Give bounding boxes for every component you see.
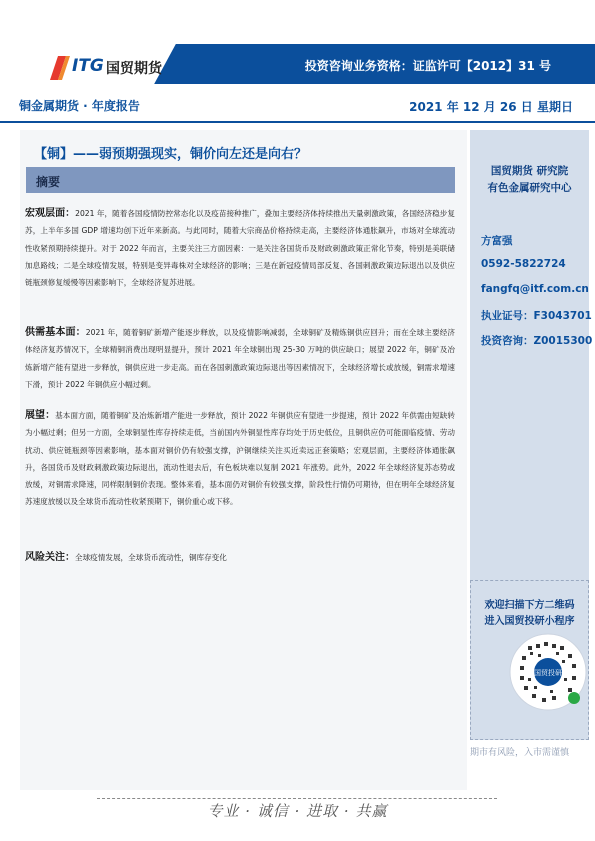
research-center: 有色金属研究中心 (487, 182, 572, 194)
section-supply-demand (25, 324, 455, 393)
footer-divider (97, 798, 497, 799)
abstract-label: 摘要 (36, 175, 61, 189)
report-type: 铜金属期货 · 年度报告 (19, 99, 140, 113)
license-text: 投资咨询业务资格：证监许可【2012】31 号 (304, 59, 551, 73)
section-text: 2021 年，随着各国疫情防控常态化以及疫苗接种推广，叠加主要经济体持续推出天量刺激政策，各国经济稳步复苏，上半年多国 GDP 增速均创下近年来新高。与此同时，随着大宗商品价格持续走高，主要经济体通胀飙升，市场对全球流动性收紧预期持续提升。对于 2022 年而言，主要关注三方面因素：一是关注各国货币及财政刺激政策正常化节奏，特别是美联储加息路线；二是全球疫情发展，特别是变异毒株对全球经济的影响；三是在新冠疫情局部反复、各国刺激政策边际退出以及供应链瓶颈修复缓慢等因素影响下，全球经济复苏进展。 (25, 209, 456, 288)
section-heading: 宏观层面： (25, 208, 76, 219)
analyst-phone: 0592-5822724 (481, 258, 566, 270)
section-text: 2021 年，随着铜矿新增产能逐步释放，以及疫情影响减弱，全球铜矿及精炼铜供应回升；而在全球主要经济体经济复苏情况下，全球精铜消费出现明显提升，预计 2021 年全球铜出现 25-30 万吨的供应缺口；展望 2022 年，铜矿及冶炼新增产能有望进一步释放，铜供应进一步走高。而在各国刺激政策边际退出等因素情况下，全球经济增长或放缓，铜需求增速下滑，预计 2022 年铜供应小幅过剩。 (25, 328, 456, 389)
license-number: 执业证号：F3043701 (481, 310, 592, 322)
page-title: 【铜】——弱预期强现实，铜价向左还是向右？ (34, 147, 308, 162)
risk-note: 期市有风险，入市需谨慎 (470, 748, 570, 758)
consult-number: 投资咨询：Z0015300 (481, 335, 593, 347)
header-divider (0, 121, 595, 123)
qr-caption-2: 进入国贸投研小程序 (484, 616, 575, 627)
section-macro (25, 205, 455, 291)
section-text: 全球疫情发展，全球货币流动性，铜库存变化 (75, 553, 227, 562)
section-outlook (25, 407, 455, 511)
analyst-email[interactable]: fangfq@itf.com.cn (481, 283, 589, 295)
logo-company-name: 国贸期货 (106, 61, 162, 77)
qr-center-label: 国贸投研 (534, 669, 562, 677)
section-text: 基本面方面，随着铜矿及冶炼新增产能进一步释放，预计 2022 年铜供应有望进一步提速，预计 2022 年供需由短缺转为小幅过剩；但另一方面，全球铜显性库存持续走低，当前国内外铜显性库存均处于历史低位，且铜供应仍可能面临疫情、劳动扰动、供应链瓶颈等因素影响，基本面对铜价仍有较强支撑，沪铜继续关注买近卖远正套策略；宏观层面，主要经济体通胀飙升，各国货币及财政刺激政策边际退出，流动性退去后，有色板块难以复制 2021 年涨势。此外，2022 年全球经济复苏态势或放缓，对铜需求降速，同样限制铜价表现。整体来看，基本面仍对铜价有较强支撑，阶段性行情仍可期待，但在明年全球经济复苏速度放缓以及全球货币流动性收紧预期下，铜价重心或下移。 (25, 411, 455, 507)
section-heading: 风险关注： (25, 552, 75, 563)
analyst-name: 方富强 (481, 235, 513, 247)
abstract-bar (26, 167, 455, 193)
section-risk (25, 549, 455, 566)
section-heading: 展望： (25, 410, 56, 421)
logo-itg: ITG (72, 56, 104, 76)
section-heading: 供需基本面： (25, 327, 86, 338)
qr-caption-1: 欢迎扫描下方二维码 (484, 600, 575, 611)
footer-slogan: 专业 · 诚信 · 进取 · 共赢 (207, 802, 388, 820)
report-date: 2021 年 12 月 26 日 星期日 (409, 100, 573, 114)
institute-name: 国贸期货 研究院 (490, 165, 569, 177)
qr-code-icon[interactable] (508, 632, 588, 712)
